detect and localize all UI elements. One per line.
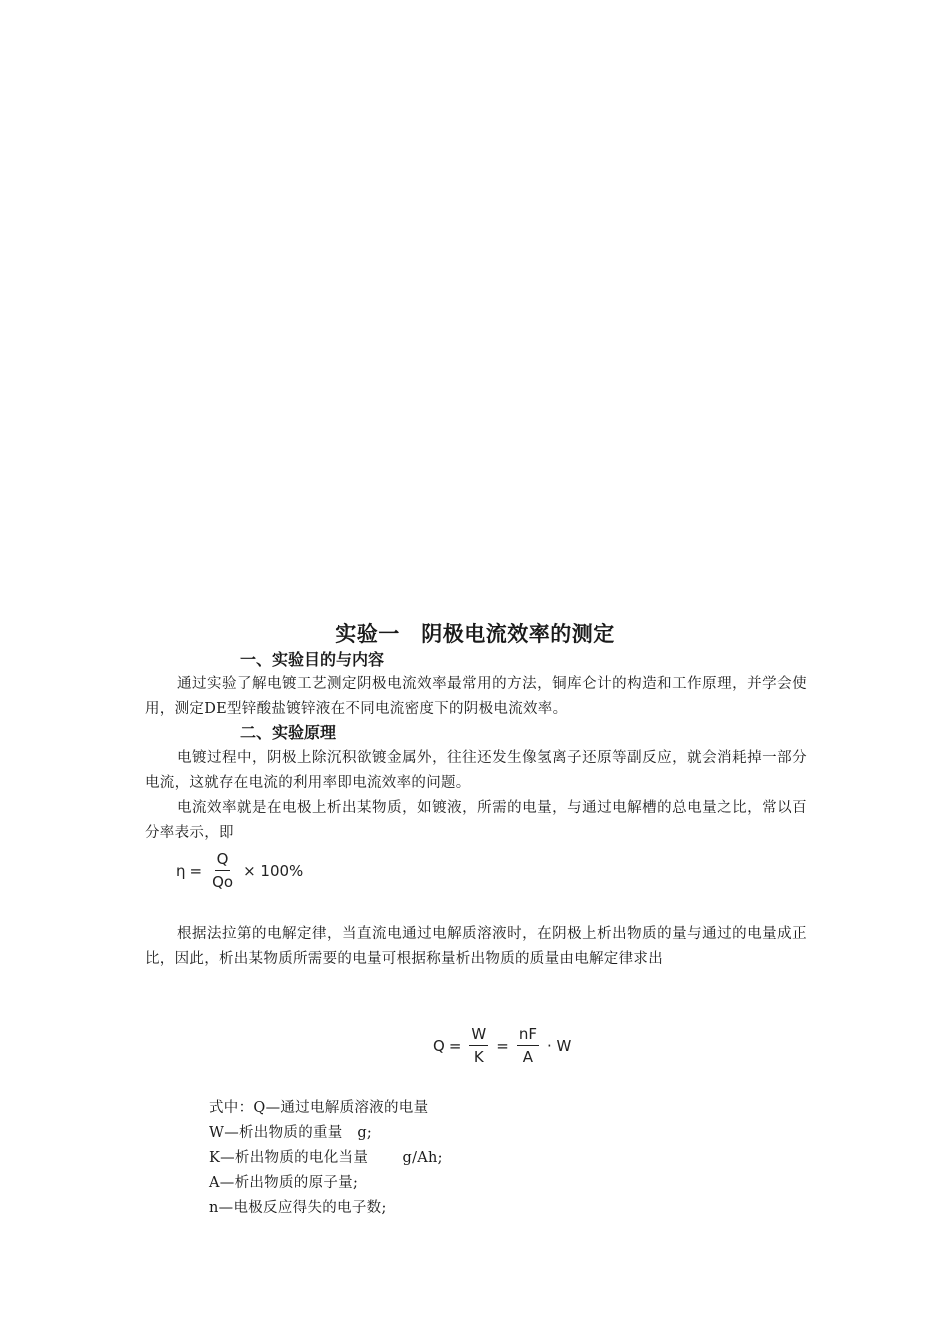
definition-a: A—析出物质的原子量; xyxy=(209,1175,359,1191)
formula-charge-numerator-2: nF xyxy=(517,1025,539,1046)
definition-w: W—析出物质的重量 g; xyxy=(209,1125,373,1141)
formula-efficiency-denominator: Qo xyxy=(212,873,234,891)
formula-efficiency-lhs: η xyxy=(176,861,186,880)
definition-q: 式中：Q—通过电解质溶液的电量 xyxy=(209,1100,429,1116)
definition-n: n—电极反应得失的电子数; xyxy=(209,1200,387,1216)
formula-charge-denominator-1: K xyxy=(473,1048,484,1066)
formula-charge-equals-2: = xyxy=(496,1036,509,1055)
paragraph-side-reaction: 电镀过程中，阴极上除沉积欲镀金属外，往往还发生像氢离子还原等副反应，就会消耗掉一部分电流，这就存在电流的利用率即电流效率的问题。 xyxy=(145,750,807,791)
formula-charge-equals-1: = xyxy=(448,1036,462,1055)
formula-charge-numerator-1: W xyxy=(469,1025,488,1046)
page-title: 实验一 阴极电流效率的测定 xyxy=(335,622,615,646)
section-heading-principle: 二、实验原理 xyxy=(240,723,337,742)
formula-efficiency-numerator: Q xyxy=(215,850,231,871)
section-heading-purpose: 一、实验目的与内容 xyxy=(240,650,385,669)
formula-charge-tail: · W xyxy=(546,1036,572,1055)
formula-efficiency xyxy=(176,850,307,891)
formula-charge-denominator-2: A xyxy=(522,1048,534,1066)
definition-k: K—析出物质的电化当量 g/Ah; xyxy=(209,1150,443,1166)
formula-efficiency-fraction xyxy=(210,850,235,891)
paragraph-purpose: 通过实验了解电镀工艺测定阴极电流效率最常用的方法，铜库仑计的构造和工作原理，并学会使用，测定DE型锌酸盐镀锌液在不同电流密度下的阴极电流效率。 xyxy=(145,676,807,717)
formula-efficiency-equals: = xyxy=(189,861,203,880)
paragraph-efficiency-definition: 电流效率就是在电极上析出某物质，如镀液，所需的电量，与通过电解槽的总电量之比，常以百分率表示，即 xyxy=(145,800,807,841)
paragraph-faraday-law: 根据法拉第的电解定律，当直流电通过电解质溶液时，在阴极上析出物质的量与通过的电量成正比，因此，析出某物质所需要的电量可根据称量析出物质的质量由电解定律求出 xyxy=(145,926,807,967)
formula-charge-fraction-1 xyxy=(469,1025,488,1066)
formula-charge-fraction-2 xyxy=(517,1025,539,1066)
formula-charge-lhs: Q xyxy=(433,1036,445,1055)
formula-efficiency-tail: × 100% xyxy=(243,861,304,880)
formula-charge xyxy=(433,1025,575,1066)
